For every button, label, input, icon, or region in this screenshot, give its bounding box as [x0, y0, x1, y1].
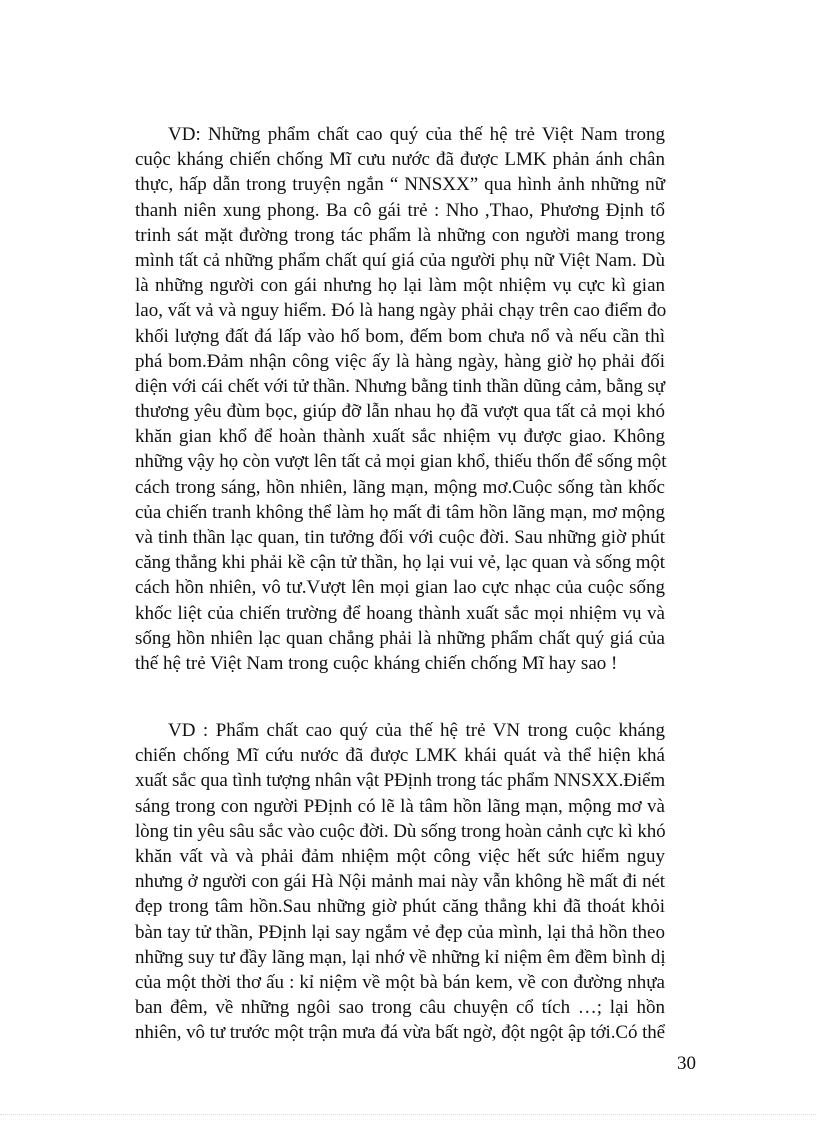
text-line: bàn tay tử thần, PĐịnh lại say ngắm vẻ đẹp của mình, lại thả hồn theo	[135, 921, 665, 943]
text-line: thương yêu đùm bọc, giúp đỡ lẫn nhau họ đã vượt qua tất cả mọi khó	[135, 401, 665, 423]
text-line: những suy tư đầy lãng mạn, lại nhớ về những kỉ niệm êm đềm bình dị	[135, 946, 666, 968]
text-line: là những người con gái nhưng họ lại làm một nhiệm vụ cực kì gian	[135, 275, 665, 297]
text-line: căng thẳng khi phải kề cận tử thần, họ lại vui vẻ, lạc quan và sống một	[135, 552, 665, 574]
text-line: những vậy họ còn vượt lên tất cả mọi gian khổ, thiếu thốn để sống một	[135, 451, 667, 473]
text-line: xuất sắc qua tình tượng nhân vật PĐịnh trong tác phẩm NNSXX.Điểm	[135, 770, 666, 792]
text-line: và tinh thần lạc quan, tin tưởng đối với cuộc đời. Sau những giờ phút	[135, 527, 665, 548]
text-line: khối lượng đất đá lấp vào hố bom, đếm bom chưa nổ và nếu cần thì	[135, 325, 665, 347]
text-line: của một thời thơ ấu : kỉ niệm về một bà bán kem, về con đường nhựa	[135, 971, 665, 993]
text-line: thực, hấp dẫn trong truyện ngắn “ NNSXX” qua hình ảnh những nữ	[135, 174, 665, 196]
text-line: lòng tin yêu sâu sắc vào cuộc đời. Dù sống trong hoàn cảnh cực kì khó	[135, 820, 666, 842]
paragraph-2	[135, 718, 665, 1045]
text-line: khăn vất và và phải đảm nhiệm một công việc hết sức hiểm nguy	[135, 845, 665, 867]
text-line: VD : Phẩm chất cao quý của thế hệ trẻ VN trong cuộc kháng	[168, 720, 665, 741]
page-number: 30	[677, 1053, 696, 1074]
text-line: trinh sát mặt đường trong tác phẩm là những con người mang trong	[135, 224, 665, 246]
text-line: mình tất cả những phẩm chất quí giá của người phụ nữ Việt Nam. Dù	[135, 249, 665, 271]
page-bottom-divider	[0, 1114, 816, 1115]
text-line: khốc liệt của chiến trường để hoang thành xuất sắc mọi nhiệm vụ và	[135, 602, 665, 624]
text-line: sống hồn nhiên lạc quan chẳng phải là những phẩm chất quý giá của	[135, 627, 665, 649]
text-line: khăn gian khổ để hoàn thành xuất sắc nhiệm vụ được giao. Không	[135, 426, 665, 448]
text-line: chiến chống Mĩ cứu nước đã được LMK khái quát và thể hiện khá	[135, 745, 665, 767]
text-line: cách trong sáng, hồn nhiên, lãng mạn, mộng mơ.Cuộc sống tàn khốc	[135, 476, 665, 498]
text-line: của chiến tranh không thể làm họ mất đi tâm hồn lãng mạn, mơ mộng	[135, 501, 665, 523]
text-line: thanh niên xung phong. Ba cô gái trẻ : Nho ,Thao, Phương Định tổ	[135, 199, 665, 221]
text-line: cách hồn nhiên, vô tư.Vượt lên mọi gian lao cực nhạc của cuộc sống	[135, 577, 665, 599]
text-line: thế hệ trẻ Việt Nam trong cuộc kháng chiến chống Mĩ hay sao !	[135, 652, 618, 674]
text-line: nhiên, vô tư trước một trận mưa đá vừa bất ngờ, đột ngột ập tới.Có thể	[135, 1022, 665, 1044]
text-line: diện với cái chết với tử thần. Nhưng bằng tinh thần dũng cảm, bằng sự	[135, 375, 665, 397]
text-line: lao, vất vả và nguy hiểm. Đó là hang ngày phải chạy trên cao điểm đo	[135, 300, 667, 322]
text-line: VD: Những phẩm chất cao quý của thế hệ trẻ Việt Nam trong	[168, 124, 665, 145]
text-line: nhưng ở người con gái Hà Nội mảnh mai này vẫn không hề mất đi nét	[135, 871, 665, 893]
text-line: sáng trong con người PĐịnh có lẽ là tâm hồn lãng mạn, mộng mơ và	[135, 795, 665, 817]
text-line: ban đêm, về những ngôi sao trong câu chuyện cổ tích …; lại hồn	[135, 997, 665, 1019]
text-line: phá bom.Đảm nhận công việc ấy là hàng ngày, hàng giờ họ phải đối	[135, 350, 665, 372]
paragraph-1	[135, 122, 665, 676]
text-line: đẹp trong tâm hồn.Sau những giờ phút căng thẳng khi đã thoát khỏi	[135, 896, 665, 918]
text-line: cuộc kháng chiến chống Mĩ cưu nước đã được LMK phản ánh chân	[135, 149, 665, 171]
